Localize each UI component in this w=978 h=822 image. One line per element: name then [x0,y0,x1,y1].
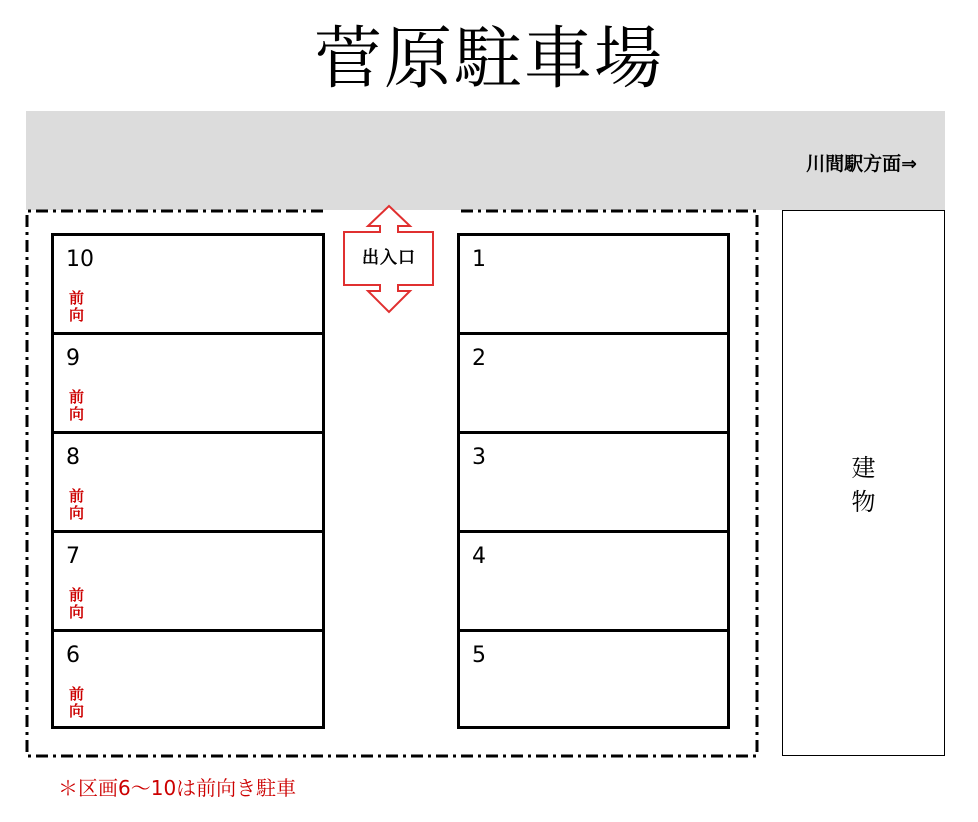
bay-number: 7 [66,544,80,569]
bay-number: 3 [472,445,486,470]
bay-number: 4 [472,544,486,569]
parking-bay-1 [457,233,730,335]
parking-bay-7 [51,530,325,632]
bay-number: 10 [66,247,94,272]
bay-number: 8 [66,445,80,470]
parking-bay-9 [51,332,325,434]
entrance-label: 出入口 [362,248,416,268]
parking-bay-3 [457,431,730,533]
parking-bay-6 [51,629,325,729]
parking-bay-4 [457,530,730,632]
building [782,210,945,756]
building-label [783,451,944,519]
bay-number: 2 [472,346,486,371]
bay-number: 6 [66,643,80,668]
bay-number: 1 [472,247,486,272]
footnote: ＊区画6〜10は前向き駐車 [58,776,297,800]
bay-direction-label: 前向 [69,586,85,621]
road-direction-label: 川間駅方面⇒ [806,153,917,175]
bay-direction-label: 前向 [69,685,85,720]
bay-direction-label: 前向 [69,487,85,522]
parking-bay-10 [51,233,325,335]
building-label-char: 物 [851,488,876,516]
page-title: 菅原駐車場 [313,20,664,99]
bay-direction-label: 前向 [69,289,85,324]
parking-bay-8 [51,431,325,533]
parking-bay-2 [457,332,730,434]
bay-number: 9 [66,346,80,371]
bay-number: 5 [472,643,486,668]
building-label-char: 建 [851,454,876,482]
parking-bay-5 [457,629,730,729]
bay-direction-label: 前向 [69,388,85,423]
